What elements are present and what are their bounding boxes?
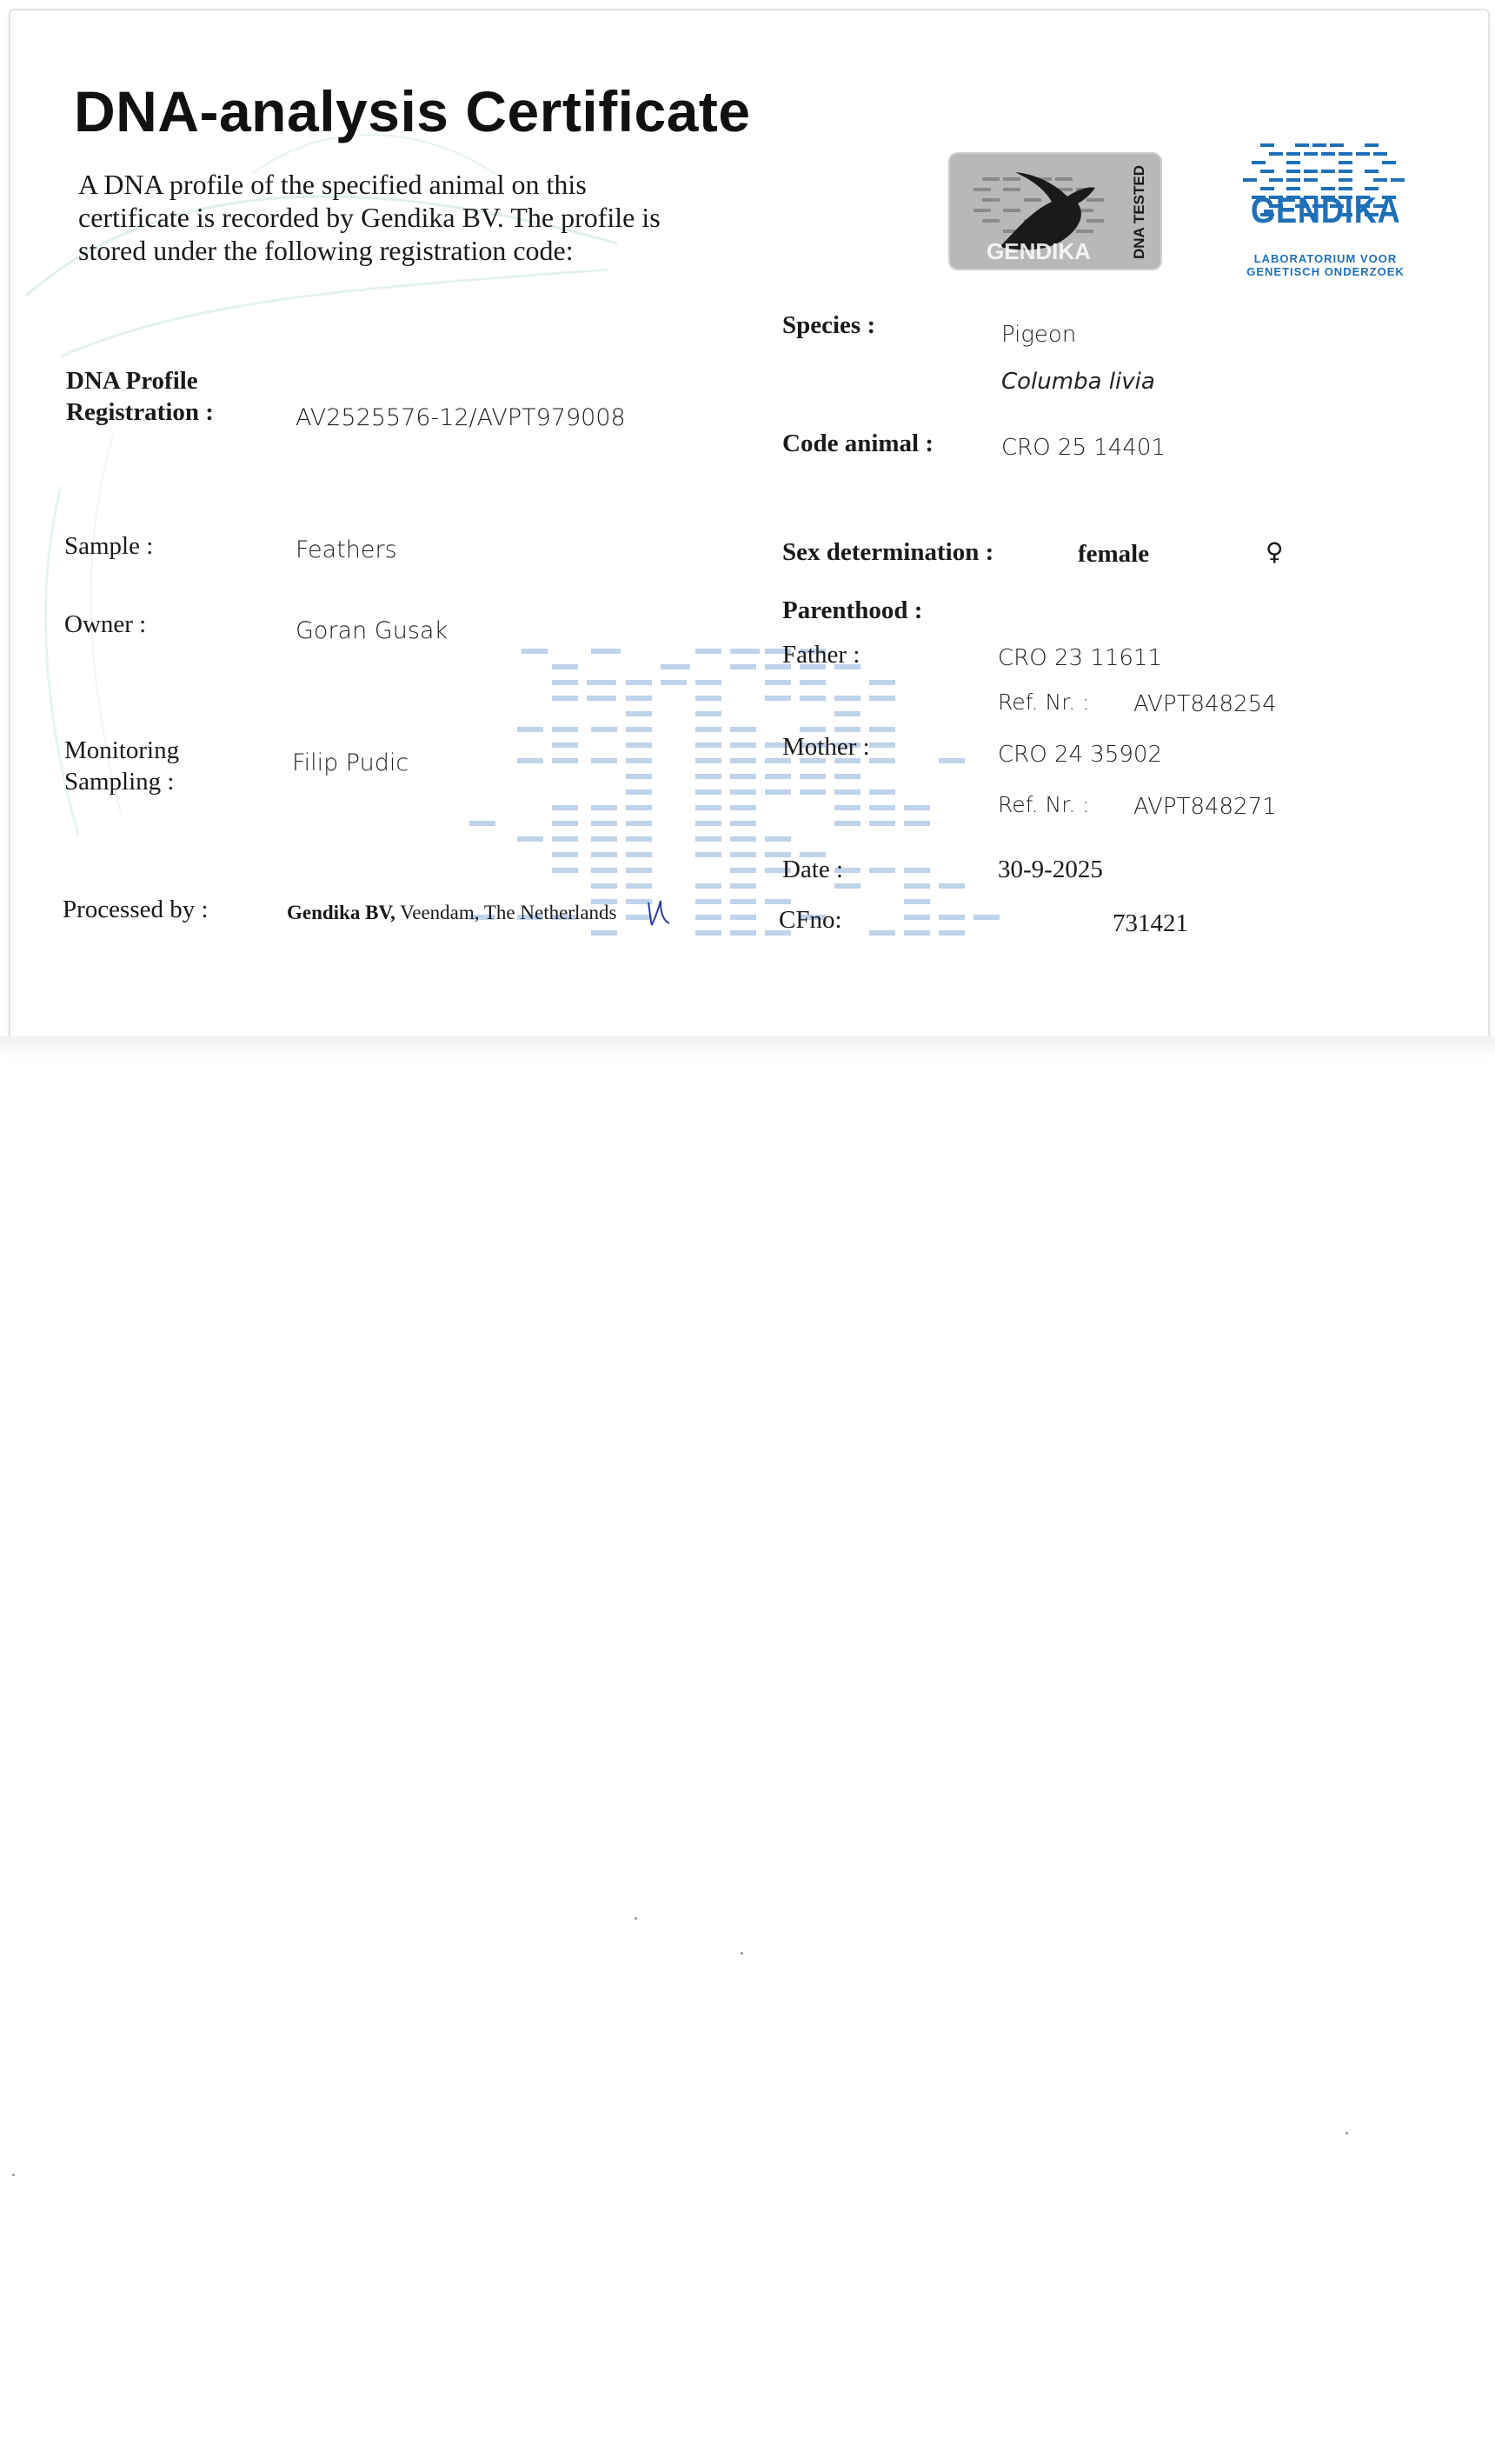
card-edge-shadow [0,1036,1495,1061]
scan-speck [12,2174,15,2176]
processed-value: Gendika BV, Veendam, The Netherlands [287,902,617,923]
date-label: Date : [782,856,844,883]
father-ref-value: AVPT848254 [1133,691,1277,717]
cfno-value: 731421 [1113,909,1188,937]
date-value: 30-9-2025 [998,856,1103,883]
dna-tested-badge [947,151,1163,271]
monitoring-value: Filip Pudic [292,749,409,776]
gendika-logo-subtitle: LABORATORIUM VOOR GENETISCH ONDERZOEK [1246,252,1405,278]
monitoring-label: Monitoring Sampling : [64,736,180,796]
father-value: CRO 23 11611 [998,645,1163,671]
initials-signature [643,896,674,930]
registration-label: DNA Profile Registration : [66,367,214,426]
species-value: Pigeon [1001,322,1077,348]
sample-value: Feathers [296,536,397,563]
sex-value: female [1078,540,1150,568]
mother-value: CRO 24 35902 [998,742,1163,768]
owner-label: Owner : [64,610,147,638]
certificate-intro: A DNA profile of the specified animal on this certificate is recorded by Gendika BV. The profile is stored under the following registration code: [78,169,661,266]
processed-label: Processed by : [63,896,209,923]
species-latin-value: Columba livia [1001,369,1155,395]
code-animal-value: CRO 25 14401 [1001,435,1166,461]
sex-determination-label: Sex determination : [782,538,994,566]
species-label: Species : [782,311,876,339]
gendika-logo-text: GENDIKA [1251,190,1401,230]
svg-text:DNA TESTED: DNA TESTED [1131,165,1147,259]
mother-label: Mother : [782,733,870,761]
scan-speck [635,1917,637,1920]
owner-value: Goran Gusak [296,617,448,644]
certificate-title: DNA-analysis Certificate [74,79,751,143]
code-animal-label: Code animal : [782,430,934,457]
female-symbol-icon: ♀ [1266,537,1284,566]
registration-value: AV2525576-12/AVPT979008 [296,404,626,431]
scan-speck [741,1952,743,1955]
svg-text:GENDIKA: GENDIKA [987,238,1091,264]
parenthood-label: Parenthood : [782,596,923,624]
cfno-label: CFno: [779,906,842,934]
mother-ref-label: Ref. Nr. : [998,792,1090,817]
sample-label: Sample : [64,532,154,560]
father-ref-label: Ref. Nr. : [998,689,1090,715]
scan-speck [1346,2132,1348,2134]
mother-ref-value: AVPT848271 [1133,794,1277,820]
father-label: Father : [782,641,860,669]
